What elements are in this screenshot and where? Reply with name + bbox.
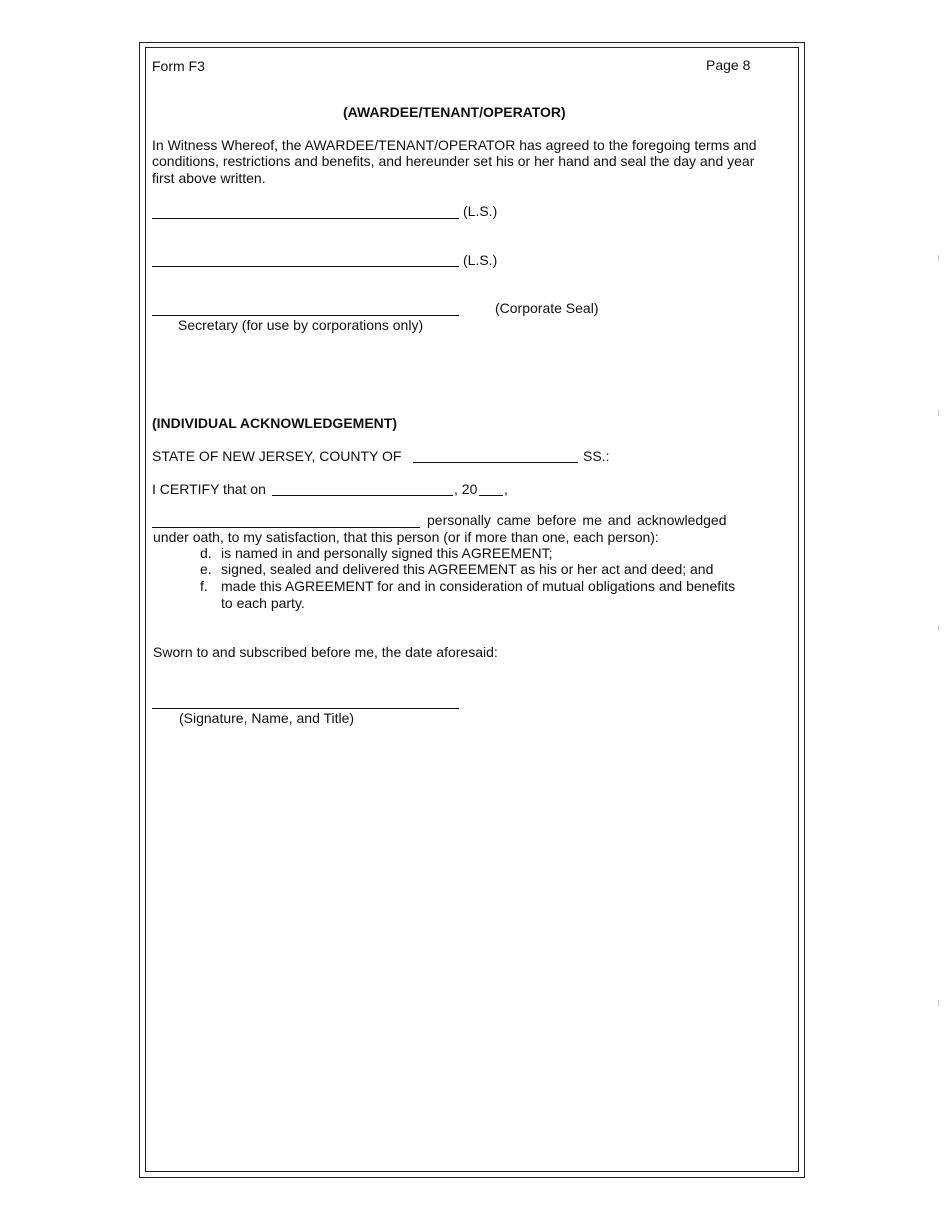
corporate-seal-label: (Corporate Seal)	[495, 300, 599, 316]
list-marker: f.	[200, 578, 208, 594]
personally-came-text: personally came before me and acknowledged	[427, 512, 727, 528]
scan-artifact	[938, 1000, 939, 1006]
scan-artifact	[938, 410, 939, 416]
form-id: Form F3	[152, 58, 205, 74]
list-item-d	[200, 545, 553, 562]
page-number: Page 8	[706, 57, 751, 73]
list-item-e	[200, 561, 713, 578]
year-field-line[interactable]	[479, 495, 503, 496]
scan-artifact	[938, 255, 939, 261]
secretary-label: Secretary (for use by corporations only)	[178, 317, 424, 333]
state-county-label: STATE OF NEW JERSEY, COUNTY OF	[152, 448, 402, 464]
witness-line-3: first above written.	[152, 170, 266, 186]
list-text: made this AGREEMENT for and in consideration of mutual obligations and benefits	[221, 578, 736, 594]
date-field-line[interactable]	[272, 495, 453, 496]
person-name-line[interactable]	[152, 527, 420, 528]
witness-line-2: conditions, restrictions and benefits, and hereunder set his or her hand and seal the day and year	[152, 153, 755, 169]
awardee-heading: (AWARDEE/TENANT/OPERATOR)	[343, 104, 566, 120]
ls-label-1: (L.S.)	[463, 203, 498, 219]
list-marker: d.	[200, 545, 212, 561]
county-field-line[interactable]	[413, 462, 578, 463]
ss-label: SS.:	[583, 448, 610, 464]
ls-label-2: (L.S.)	[463, 252, 498, 268]
sworn-label: Sworn to and subscribed before me, the date aforesaid:	[153, 644, 498, 660]
list-item-f-continuation: to each party.	[221, 595, 305, 611]
witness-line-1: In Witness Whereof, the AWARDEE/TENANT/OPERATOR has agreed to the foregoing terms and	[152, 137, 757, 153]
year-suffix: ,	[504, 481, 508, 497]
year-prefix: , 20	[454, 481, 478, 497]
signature-line-ls-2[interactable]	[152, 266, 459, 267]
certify-label: I CERTIFY that on	[152, 481, 266, 497]
acknowledgement-heading: (INDIVIDUAL ACKNOWLEDGEMENT)	[152, 415, 397, 431]
list-text: is named in and personally signed this AGREEMENT;	[221, 545, 553, 561]
notary-signature-line[interactable]	[152, 708, 459, 709]
secretary-signature-line[interactable]	[152, 315, 459, 316]
list-text: signed, sealed and delivered this AGREEMENT as his or her act and deed; and	[221, 561, 714, 577]
list-marker: e.	[200, 561, 212, 577]
signature-label: (Signature, Name, and Title)	[179, 710, 355, 726]
under-oath-text: under oath, to my satisfaction, that this person (or if more than one, each person):	[153, 529, 659, 545]
list-item-f	[200, 578, 735, 595]
signature-line-ls-1[interactable]	[152, 218, 459, 219]
scan-artifact	[938, 625, 939, 631]
